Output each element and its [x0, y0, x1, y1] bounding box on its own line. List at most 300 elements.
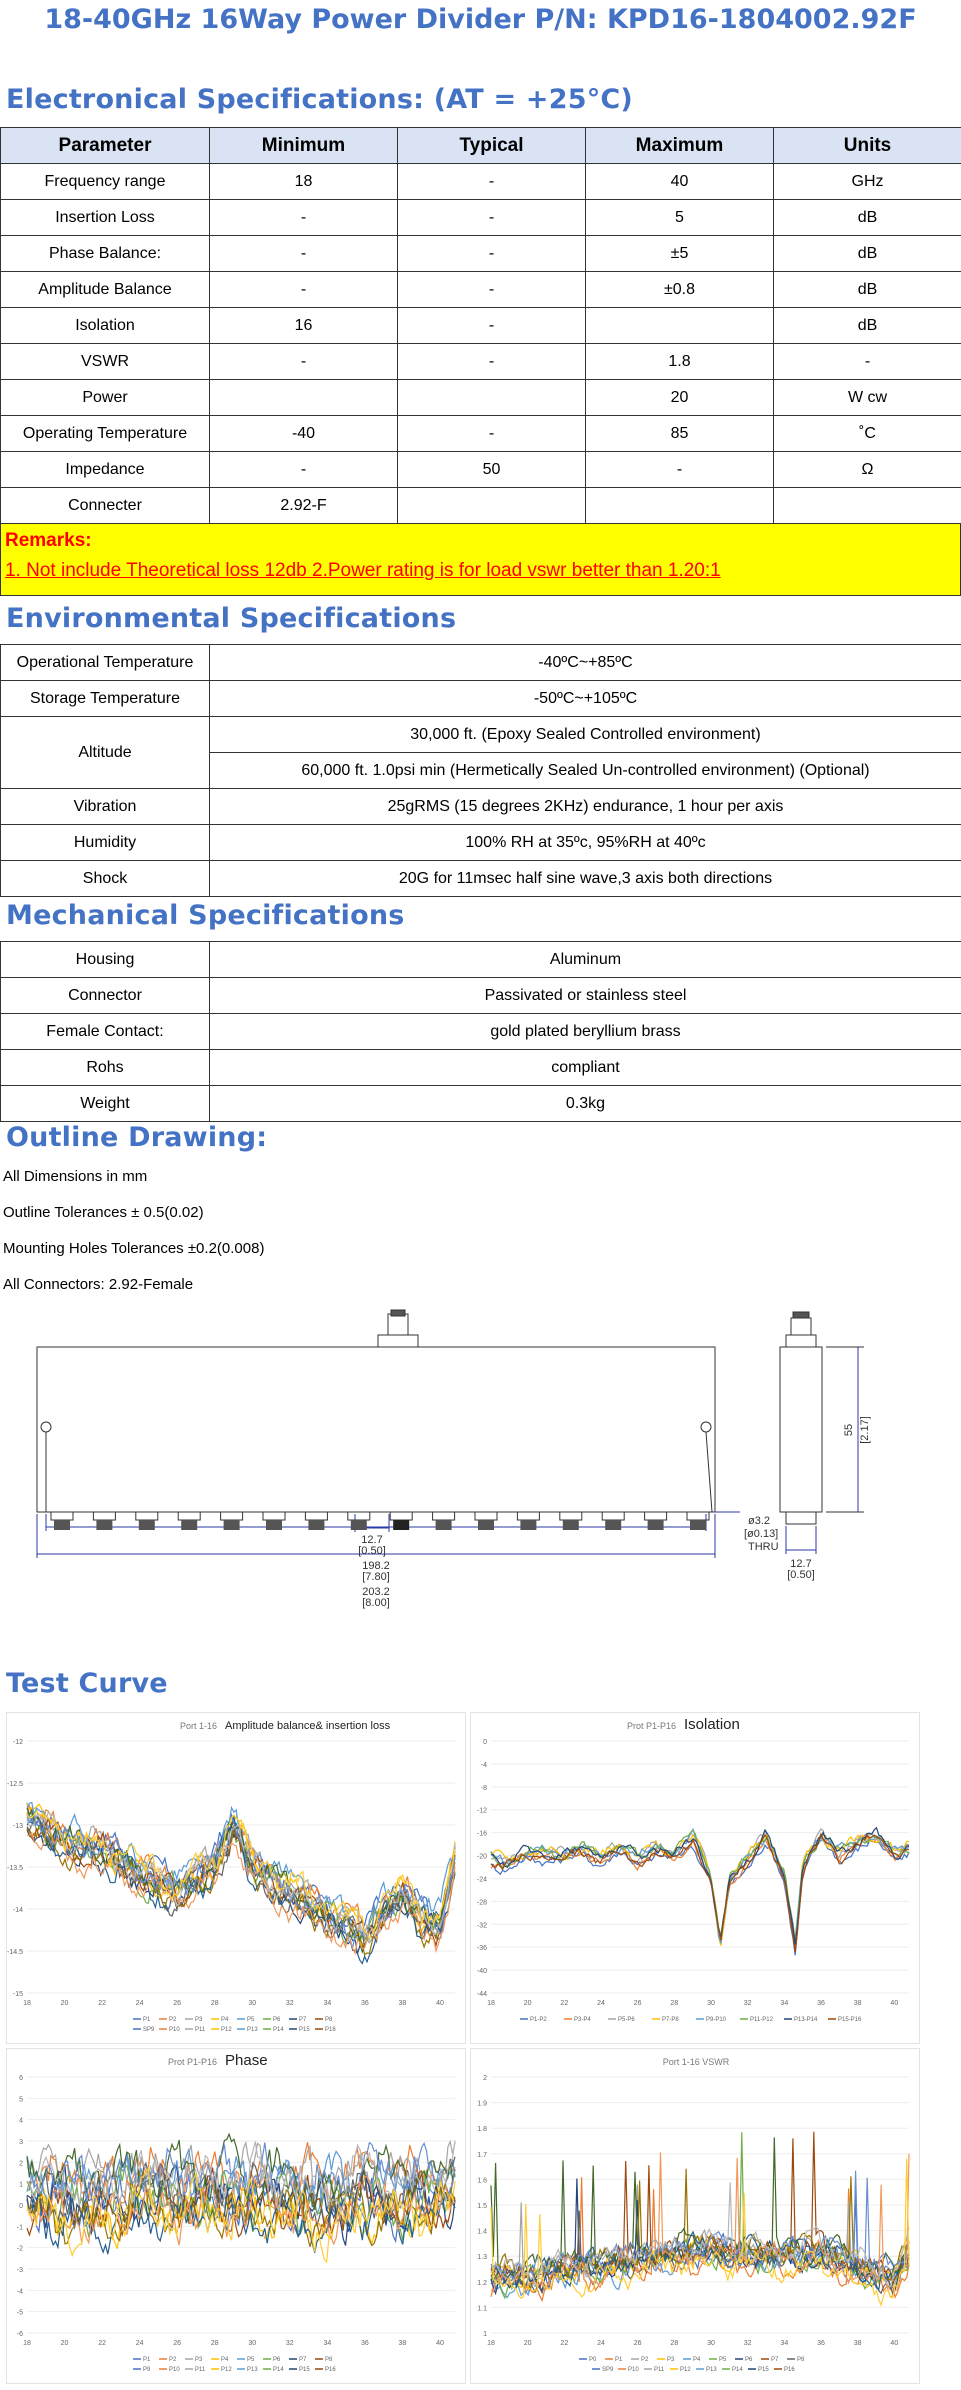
table-row — [1, 942, 961, 978]
legend-entry: P10 — [628, 2367, 639, 2373]
chart-isolation-svg — [471, 1713, 921, 2045]
legend-entry: P4 — [693, 2357, 701, 2363]
cell-typical: - — [398, 308, 586, 344]
y-tick-label: -1 — [16, 2224, 23, 2232]
y-tick-label: -13.5 — [7, 1865, 23, 1872]
cell-units: W cw — [774, 380, 961, 416]
legend-entry: P7 — [299, 2017, 307, 2023]
table-row — [1, 380, 961, 416]
env-value: -40ºC~+85ºC — [210, 645, 961, 681]
legend-entry: P8 — [797, 2357, 805, 2363]
outline-note-tolerance: Outline Tolerances ± 0.5(0.02) — [3, 1204, 204, 1221]
legend-entry: P14 — [273, 2027, 284, 2033]
output-connector-head — [648, 1520, 664, 1530]
cell-maximum: 40 — [586, 164, 774, 200]
dim-inner: 198.2 — [362, 1560, 390, 1572]
dim-pitch-in: [0.50] — [358, 1545, 386, 1557]
mech-label: Weight — [1, 1086, 210, 1122]
table-row — [1, 344, 961, 380]
output-connector — [433, 1512, 455, 1520]
outline-note-holes: Mounting Holes Tolerances ±0.2(0.008) — [3, 1240, 265, 1257]
input-connector — [378, 1335, 418, 1347]
x-tick-label: 36 — [817, 2340, 825, 2347]
cell-parameter: VSWR — [1, 344, 210, 380]
legend-entry: P14 — [732, 2367, 743, 2373]
cell-minimum: - — [210, 272, 398, 308]
legend-entry: P1 — [143, 2357, 151, 2363]
legend-entry: P11-P12 — [750, 2017, 773, 2023]
divider-body — [37, 1347, 715, 1512]
page-title: 18-40GHz 16Way Power Divider P/N: KPD16-1804002.92F — [44, 4, 917, 35]
cell-maximum: 85 — [586, 416, 774, 452]
mech-value: gold plated beryllium brass — [210, 1014, 961, 1050]
y-tick-label: -12.5 — [7, 1781, 23, 1788]
y-tick-label: -4 — [480, 1761, 487, 1769]
cell-units: dB — [774, 236, 961, 272]
y-tick-label: 1.2 — [477, 2279, 487, 2287]
mechanical-heading: Mechanical Specifications — [6, 900, 405, 931]
mounting-hole-right — [701, 1422, 711, 1432]
x-tick-label: 28 — [670, 2340, 679, 2347]
y-tick-label: -8 — [480, 1784, 487, 1792]
cell-maximum: 5 — [586, 200, 774, 236]
x-tick-label: 34 — [323, 2000, 332, 2007]
legend-entry: P11 — [654, 2367, 665, 2373]
x-tick-label: 36 — [360, 2000, 369, 2007]
mech-label: Female Contact: — [1, 1014, 210, 1050]
output-connector — [136, 1512, 158, 1520]
cell-typical: - — [398, 416, 586, 452]
environmental-table — [0, 644, 961, 897]
x-tick-label: 38 — [853, 2000, 862, 2007]
table-row — [1, 717, 961, 753]
output-connector-head — [181, 1520, 197, 1530]
electrical-header-row — [1, 128, 961, 164]
output-connector — [475, 1512, 497, 1520]
cell-units: GHz — [774, 164, 961, 200]
x-tick-label: 18 — [487, 2000, 495, 2007]
outline-note-dimensions: All Dimensions in mm — [3, 1168, 148, 1185]
y-tick-label: 1.1 — [477, 2305, 487, 2313]
table-row — [1, 1014, 961, 1050]
y-tick-label: 1.4 — [477, 2228, 487, 2236]
output-connector-head — [54, 1520, 70, 1530]
legend-entry: P1-P2 — [530, 2017, 547, 2023]
legend-entry: P7 — [299, 2357, 307, 2363]
output-connector-head — [266, 1520, 282, 1530]
legend-entry: P16 — [325, 2367, 336, 2373]
cell-parameter: Isolation — [1, 308, 210, 344]
x-tick-label: 32 — [743, 2340, 752, 2347]
output-connector-head — [393, 1520, 409, 1530]
x-tick-label: 26 — [633, 2340, 642, 2347]
output-connector — [517, 1512, 539, 1520]
dim-inner-in: [7.80] — [362, 1571, 390, 1583]
x-tick-label: 36 — [817, 2000, 825, 2007]
y-tick-label: -13 — [12, 1823, 23, 1830]
y-tick-label: -14.5 — [7, 1949, 23, 1956]
x-tick-label: 22 — [98, 2000, 106, 2007]
x-tick-label: 30 — [248, 2000, 257, 2007]
mounting-hole-left — [41, 1422, 51, 1432]
chart-title-prefix: Port 1-16 — [179, 1721, 217, 1731]
cell-maximum — [586, 488, 774, 524]
chart-title: Amplitude balance& insertion loss — [225, 1720, 391, 1732]
table-row — [1, 200, 961, 236]
legend-entry: P7-P8 — [662, 2017, 679, 2023]
y-tick-label: 4 — [19, 2117, 23, 2125]
cell-units — [774, 488, 961, 524]
electrical-heading: Electronical Specifications: (AT = +25°C) — [6, 84, 633, 115]
output-connector — [645, 1512, 667, 1520]
x-tick-label: 26 — [633, 2000, 642, 2007]
x-tick-label: 40 — [890, 2340, 899, 2347]
output-connector — [263, 1512, 285, 1520]
cell-maximum: 1.8 — [586, 344, 774, 380]
chart-title-prefix: Prot P1-P16 — [167, 2057, 217, 2067]
x-tick-label: 18 — [23, 2000, 31, 2007]
legend-entry: P9-P10 — [706, 2017, 727, 2023]
table-row — [1, 825, 961, 861]
y-tick-label: -12 — [12, 1739, 23, 1746]
x-tick-label: 30 — [248, 2340, 257, 2347]
env-label: Altitude — [1, 717, 210, 789]
cell-minimum: - — [210, 236, 398, 272]
y-tick-label: -5 — [16, 2309, 23, 2317]
legend-entry: P10 — [169, 2027, 180, 2033]
legend-entry: P6 — [745, 2357, 753, 2363]
table-row — [1, 164, 961, 200]
x-tick-label: 38 — [398, 2000, 407, 2007]
legend-entry: SP9 — [143, 2027, 155, 2033]
legend-entry: P15 — [299, 2027, 310, 2033]
legend-entry: P7 — [771, 2357, 779, 2363]
cell-units: ˚C — [774, 416, 961, 452]
col-header-minimum: Minimum — [210, 128, 398, 164]
x-tick-label: 20 — [60, 2340, 69, 2347]
mech-value: compliant — [210, 1050, 961, 1086]
y-tick-label: 1.9 — [477, 2100, 487, 2108]
y-tick-label: 1 — [19, 2181, 23, 2189]
legend-entry: P15 — [758, 2367, 769, 2373]
legend-entry: P5 — [247, 2357, 255, 2363]
legend-entry: P11 — [195, 2027, 206, 2033]
output-connector — [305, 1512, 327, 1520]
legend-entry: P12 — [221, 2367, 232, 2373]
output-connector-head — [351, 1520, 367, 1530]
legend-entry: P3-P4 — [574, 2017, 591, 2023]
cell-typical: - — [398, 200, 586, 236]
x-tick-label: 34 — [323, 2340, 332, 2347]
chart-title: Port 1-16 VSWR — [662, 2057, 730, 2067]
legend-entry: P13 — [706, 2367, 717, 2373]
x-tick-label: 24 — [597, 2340, 605, 2347]
x-tick-label: 36 — [360, 2340, 369, 2347]
legend-entry: P4 — [221, 2357, 229, 2363]
remarks-title: Remarks: — [5, 530, 92, 551]
cell-minimum: 16 — [210, 308, 398, 344]
y-tick-label: -40 — [476, 1968, 487, 1976]
y-tick-label: 1.3 — [477, 2254, 487, 2262]
table-row — [1, 452, 961, 488]
x-tick-label: 20 — [523, 2000, 532, 2007]
series-line — [491, 1831, 909, 1942]
test-curve-heading: Test Curve — [6, 1668, 168, 1699]
x-tick-label: 22 — [560, 2000, 569, 2007]
dim-hole-in: [ø0.13] — [744, 1528, 779, 1540]
y-tick-label: 1.7 — [477, 2151, 487, 2159]
x-tick-label: 30 — [707, 2340, 715, 2347]
x-tick-label: 20 — [523, 2340, 532, 2347]
legend-entry: P8 — [325, 2357, 333, 2363]
col-header-units: Units — [774, 128, 961, 164]
x-tick-label: 34 — [780, 2000, 789, 2007]
y-tick-label: -15 — [12, 1991, 23, 1998]
env-label: Operational Temperature — [1, 645, 210, 681]
legend-entry: P4 — [221, 2017, 229, 2023]
table-row — [1, 308, 961, 344]
x-tick-label: 38 — [853, 2340, 862, 2347]
cell-parameter: Phase Balance: — [1, 236, 210, 272]
chart-isolation — [470, 1712, 920, 2044]
y-tick-label: -14 — [12, 1907, 23, 1914]
x-tick-label: 32 — [285, 2000, 294, 2007]
legend-entry: P8 — [325, 2017, 333, 2023]
remarks-text: 1. Not include Theoretical loss 12db 2.Power rating is for load vswr better than 1.20:1 — [5, 560, 721, 581]
side-view-body — [780, 1347, 822, 1512]
cell-units: - — [774, 344, 961, 380]
env-value: 30,000 ft. (Epoxy Sealed Controlled environment) — [210, 717, 961, 753]
cell-parameter: Impedance — [1, 452, 210, 488]
cell-parameter: Insertion Loss — [1, 200, 210, 236]
legend-entry: P15 — [299, 2367, 310, 2373]
x-tick-label: 40 — [890, 2000, 899, 2007]
legend-entry: P2 — [641, 2357, 649, 2363]
output-connector-head — [436, 1520, 452, 1530]
cell-maximum: ±5 — [586, 236, 774, 272]
cell-units: Ω — [774, 452, 961, 488]
legend-entry: P13 — [247, 2027, 258, 2033]
mech-value: Passivated or stainless steel — [210, 978, 961, 1014]
legend-entry: P2 — [169, 2357, 177, 2363]
legend-entry: P11 — [195, 2367, 206, 2373]
cell-minimum: 2.92-F — [210, 488, 398, 524]
series-line — [27, 1825, 455, 1955]
legend-entry: P9 — [143, 2367, 151, 2373]
x-tick-label: 18 — [487, 2340, 495, 2347]
legend-entry: P13 — [247, 2367, 258, 2373]
legend-entry: P15-P16 — [838, 2017, 862, 2023]
cell-units: dB — [774, 200, 961, 236]
legend-entry: P0 — [589, 2357, 597, 2363]
cell-minimum: -40 — [210, 416, 398, 452]
chart-vswr — [470, 2048, 920, 2384]
dim-total-in: [8.00] — [362, 1597, 390, 1609]
y-tick-label: -24 — [476, 1876, 487, 1884]
output-connector — [560, 1512, 582, 1520]
legend-entry: P3 — [195, 2357, 203, 2363]
output-connector-head — [96, 1520, 112, 1530]
remarks-box — [0, 524, 961, 596]
env-value: -50ºC~+105ºC — [210, 681, 961, 717]
y-tick-label: -28 — [476, 1899, 487, 1907]
y-tick-label: -2 — [16, 2245, 23, 2253]
dim-side: 12.7 — [790, 1558, 812, 1570]
mechanical-table — [0, 941, 961, 1122]
legend-entry: P6 — [273, 2017, 281, 2023]
cell-typical: - — [398, 236, 586, 272]
x-tick-label: 26 — [173, 2000, 182, 2007]
legend-entry: P14 — [273, 2367, 284, 2373]
dim-side-in: [0.50] — [787, 1569, 815, 1581]
legend-entry: P6 — [273, 2357, 281, 2363]
legend-entry: P5 — [719, 2357, 727, 2363]
cell-minimum: 18 — [210, 164, 398, 200]
y-tick-label: 1.8 — [477, 2126, 487, 2134]
outline-heading: Outline Drawing: — [6, 1122, 268, 1153]
output-connector — [390, 1512, 412, 1520]
legend-entry: P13-P14 — [794, 2017, 818, 2023]
legend-entry: P1 — [615, 2357, 623, 2363]
legend-entry: P10 — [169, 2367, 180, 2373]
table-row — [1, 978, 961, 1014]
chart-phase — [6, 2048, 466, 2384]
y-tick-label: 2 — [483, 2075, 487, 2082]
output-connector-head — [478, 1520, 494, 1530]
series-line — [491, 1829, 909, 1943]
legend-entry: P5-P6 — [618, 2017, 635, 2023]
y-tick-label: 1.5 — [477, 2203, 487, 2210]
output-connector-head — [605, 1520, 621, 1530]
x-tick-label: 32 — [743, 2000, 752, 2007]
cell-maximum — [586, 308, 774, 344]
cell-typical: - — [398, 344, 586, 380]
chart-title: Isolation — [684, 1716, 740, 1733]
cell-maximum: ±0.8 — [586, 272, 774, 308]
legend-entry: SP9 — [602, 2367, 614, 2373]
col-header-parameter: Parameter — [1, 128, 210, 164]
table-row — [1, 789, 961, 825]
x-tick-label: 38 — [398, 2340, 407, 2347]
dim-hole-thru: THRU — [748, 1541, 779, 1553]
cell-maximum: - — [586, 452, 774, 488]
cell-typical: 50 — [398, 452, 586, 488]
cell-maximum: 20 — [586, 380, 774, 416]
table-row — [1, 861, 961, 897]
series-line — [27, 1808, 455, 1952]
y-tick-label: 3 — [19, 2139, 23, 2146]
y-tick-label: 1.6 — [477, 2177, 487, 2185]
legend-entry: P5 — [247, 2017, 255, 2023]
table-row — [1, 681, 961, 717]
env-value: 25gRMS (15 degrees 2KHz) endurance, 1 hour per axis — [210, 789, 961, 825]
x-tick-label: 26 — [173, 2340, 182, 2347]
x-tick-label: 24 — [597, 2000, 605, 2007]
mech-label: Rohs — [1, 1050, 210, 1086]
mech-label: Housing — [1, 942, 210, 978]
legend-entry: P2 — [169, 2017, 177, 2023]
output-connector-head — [690, 1520, 706, 1530]
cell-units: dB — [774, 272, 961, 308]
outline-note-connectors: All Connectors: 2.92-Female — [3, 1276, 194, 1293]
chart-phase-svg — [7, 2049, 467, 2385]
legend-entry: P12 — [221, 2027, 232, 2033]
output-connector — [93, 1512, 115, 1520]
output-connector-head — [520, 1520, 536, 1530]
table-row — [1, 416, 961, 452]
cell-minimum: - — [210, 344, 398, 380]
col-header-maximum: Maximum — [586, 128, 774, 164]
y-tick-label: 5 — [19, 2096, 23, 2104]
legend-entry: P16 — [784, 2367, 795, 2373]
y-tick-label: -16 — [476, 1830, 487, 1838]
cell-minimum: - — [210, 452, 398, 488]
output-connector-head — [563, 1520, 579, 1530]
y-tick-label: -4 — [16, 2288, 23, 2296]
chart-title-prefix: Prot P1-P16 — [626, 1721, 676, 1731]
cell-typical: - — [398, 272, 586, 308]
dim-hole: ø3.2 — [748, 1515, 771, 1527]
y-tick-label: -3 — [16, 2267, 23, 2274]
table-row — [1, 645, 961, 681]
x-tick-label: 18 — [23, 2340, 31, 2347]
series-line — [491, 1829, 909, 1945]
x-tick-label: 22 — [98, 2340, 106, 2347]
table-row — [1, 1050, 961, 1086]
cell-units: dB — [774, 308, 961, 344]
legend-entry: P3 — [195, 2017, 203, 2023]
output-connector-head — [224, 1520, 240, 1530]
cell-parameter: Frequency range — [1, 164, 210, 200]
x-tick-label: 30 — [707, 2000, 715, 2007]
cell-parameter: Connecter — [1, 488, 210, 524]
output-connector — [178, 1512, 200, 1520]
y-tick-label: -12 — [476, 1807, 487, 1815]
cell-parameter: Amplitude Balance — [1, 272, 210, 308]
chart-title: Phase — [225, 2052, 268, 2069]
mech-value: Aluminum — [210, 942, 961, 978]
y-tick-label: -6 — [16, 2331, 23, 2338]
cell-typical — [398, 380, 586, 416]
y-tick-label: 6 — [19, 2075, 23, 2082]
output-connector — [221, 1512, 243, 1520]
cell-minimum — [210, 380, 398, 416]
y-tick-label: -36 — [476, 1945, 487, 1953]
x-tick-label: 24 — [135, 2000, 144, 2007]
legend-entry: P1 — [143, 2017, 151, 2023]
y-tick-label: 1 — [483, 2331, 487, 2338]
x-tick-label: 32 — [285, 2340, 294, 2347]
env-label: Vibration — [1, 789, 210, 825]
legend-entry: P3 — [667, 2357, 675, 2363]
y-tick-label: -44 — [476, 1991, 487, 1998]
dim-total: 203.2 — [362, 1586, 390, 1598]
x-tick-label: 34 — [780, 2340, 789, 2347]
chart-vswr-svg — [471, 2049, 921, 2385]
env-label: Shock — [1, 861, 210, 897]
output-connector — [51, 1512, 73, 1520]
chart-amplitude — [6, 1712, 466, 2044]
cell-parameter: Power — [1, 380, 210, 416]
env-value: 100% RH at 35ºc, 95%RH at 40ºc — [210, 825, 961, 861]
y-tick-label: -20 — [476, 1853, 487, 1861]
cell-typical — [398, 488, 586, 524]
input-connector-head — [388, 1314, 408, 1335]
legend-entry: P16 — [325, 2027, 336, 2033]
env-value: 20G for 11msec half sine wave,3 axis both directions — [210, 861, 961, 897]
x-tick-label: 40 — [436, 2340, 444, 2347]
env-label: Humidity — [1, 825, 210, 861]
